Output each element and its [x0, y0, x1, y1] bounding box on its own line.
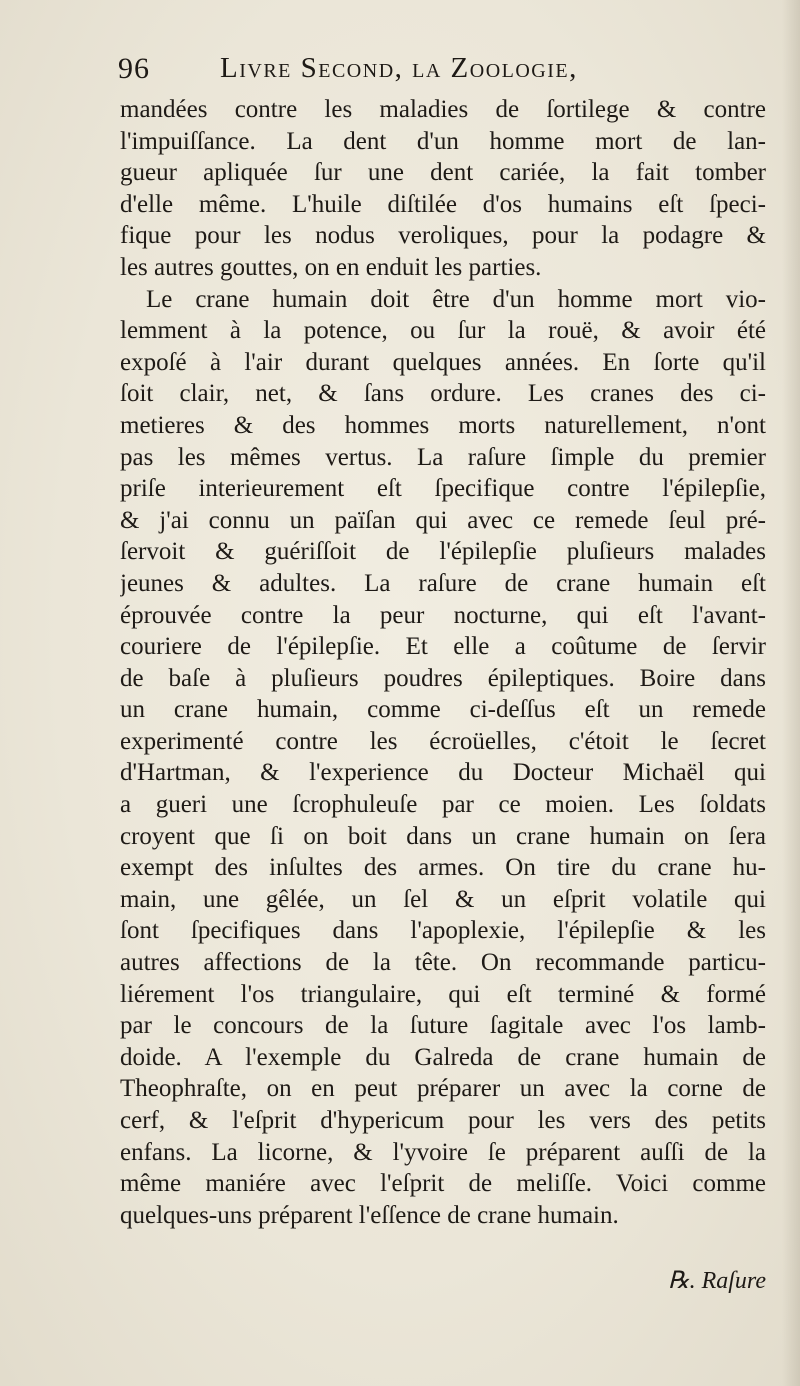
text-line: metieres & des hommes morts naturellement, n'ont [120, 411, 766, 439]
text-line: main, une gêlée, un ſel & un eſprit volatile qui [120, 885, 766, 913]
text-line: d'elle même. L'huile diſtilée d'os humains eſt ſpeci- [120, 190, 766, 218]
text-line: & j'ai connu un païſan qui avec ce remede ſeul pré- [120, 506, 766, 534]
text-line: liérement l'os triangulaire, qui eſt terminé & formé [120, 980, 766, 1008]
text-line: couriere de l'épilepſie. Et elle a coûtume de ſervir [120, 633, 766, 661]
text-line: enfans. La licorne, & l'yvoire ſe préparent auſſi de la [120, 1138, 766, 1166]
paragraph-start-line: Le crane humain doit être d'un homme mort vio- [146, 285, 766, 313]
text-line: l'impuiſſance. La dent d'un homme mort de lan- [120, 127, 766, 155]
text-line: experimenté contre les écroüelles, c'étoit le ſecret [120, 727, 766, 755]
text-line: même maniére avec l'eſprit de meliſſe. Voici comme [120, 1170, 766, 1198]
catchword: ℞. Raſure [668, 1268, 766, 1294]
text-line: exempt des inſultes des armes. On tire du crane hu- [120, 854, 766, 882]
text-line: par le concours de la ſuture ſagitale avec l'os lamb- [120, 1012, 766, 1040]
text-line: éprouvée contre la peur nocturne, qui eſt l'avant- [120, 601, 766, 629]
text-line: fique pour les nodus veroliques, pour la podagre & [120, 222, 766, 250]
text-line: ſont ſpecifiques dans l'apoplexie, l'épilepſie & les [120, 917, 766, 945]
text-line: gueur apliquée ſur une dent cariée, la fait tomber [120, 159, 766, 187]
text-line: priſe interieurement eſt ſpecifique contre l'épilepſie, [120, 475, 766, 503]
page-header [118, 52, 768, 92]
text-line: les autres gouttes, on en enduit les parties. [120, 253, 542, 281]
running-head: Livre Second, la Zoologie, [220, 52, 578, 84]
text-line: ſoit clair, net, & ſans ordure. Les cranes des ci- [120, 380, 766, 408]
text-line: autres affections de la tête. On recommande particu- [120, 949, 766, 977]
text-line: doide. A l'exemple du Galreda de crane humain de [120, 1043, 766, 1071]
page-number: 96 [118, 52, 150, 85]
body-text [120, 94, 766, 1231]
text-line: croyent que ſi on boit dans un crane humain on ſera [120, 822, 766, 850]
text-line: quelques-uns préparent l'eſſence de crane humain. [120, 1201, 619, 1229]
text-line: a gueri une ſcrophuleuſe par ce moien. Les ſoldats [120, 791, 766, 819]
page-edge-shadow [782, 0, 800, 1386]
text-line: cerf, & l'eſprit d'hypericum pour les vers des petits [120, 1107, 766, 1134]
text-line: ſervoit & guériſſoit de l'épilepſie pluſieurs malades [120, 538, 766, 566]
text-line: Theophraſte, on en peut préparer un avec la corne de [120, 1075, 766, 1103]
text-line: expoſé à l'air durant quelques années. En ſorte qu'il [120, 348, 766, 376]
text-line: d'Hartman, & l'experience du Docteur Michaël qui [120, 759, 766, 787]
text-line: lemment à la potence, ou ſur la rouë, & avoir été [120, 317, 766, 345]
text-line: pas les mêmes vertus. La raſure ſimple du premier [120, 443, 766, 471]
text-line: de baſe à pluſieurs poudres épileptiques. Boire dans [120, 664, 766, 692]
text-line: jeunes & adultes. La raſure de crane humain eſt [120, 569, 766, 597]
text-line: mandées contre les maladies de ſortilege & contre [120, 96, 766, 123]
text-line: un crane humain, comme ci-deſſus eſt un remede [120, 696, 766, 724]
